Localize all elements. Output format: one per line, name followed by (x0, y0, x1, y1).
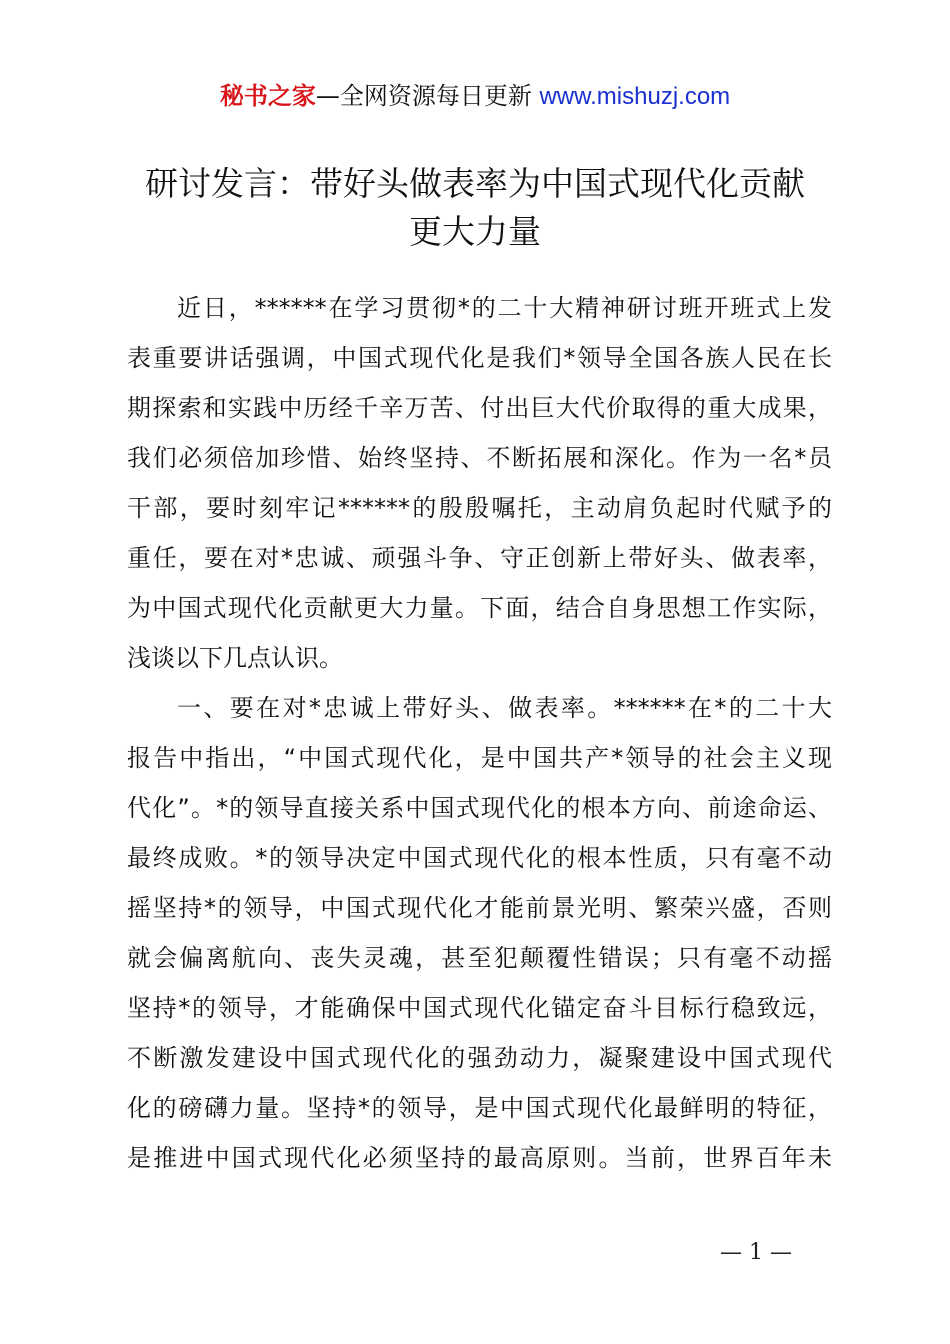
title-line-2: 更大力量 (409, 212, 541, 251)
text-line: 化的磅礴力量。坚持*的领导，是中国式现代化最鲜明的特征， (127, 1094, 832, 1122)
text-line: 报告中指出，“中国式现代化，是中国共产*领导的社会主义现 (127, 744, 832, 772)
text-line: 摇坚持*的领导，中国式现代化才能前景光明、繁荣兴盛，否则 (127, 894, 832, 922)
text-line: 最终成败。*的领导决定中国式现代化的根本性质，只有毫不动 (127, 844, 832, 872)
text-line: 为中国式现代化贡献更大力量。下面，结合自身思想工作实际， (127, 594, 832, 622)
text-line: 期探索和实践中历经千辛万苦、付出巨大代价取得的重大成果， (127, 394, 832, 422)
site-banner (0, 80, 950, 113)
document-body (127, 283, 832, 1183)
brand-name: 秘书之家 (219, 82, 316, 110)
text-line: 浅谈以下几点认识。 (127, 644, 343, 672)
text-line: 干部，要时刻牢记******的殷殷嘱托，主动肩负起时代赋予的 (127, 494, 832, 522)
text-line: 近日，******在学习贯彻*的二十大精神研讨班开班式上发 (177, 294, 832, 322)
site-url-link[interactable]: www.mishuzj.com (539, 83, 731, 110)
text-line: 是推进中国式现代化必须坚持的最高原则。当前，世界百年未 (127, 1144, 832, 1172)
text-line: 坚持*的领导，才能确保中国式现代化锚定奋斗目标行稳致远， (127, 994, 832, 1022)
paragraph-section-1 (127, 683, 832, 1183)
text-line: 不断激发建设中国式现代化的强劲动力，凝聚建设中国式现代 (127, 1044, 832, 1072)
text-line: 表重要讲话强调，中国式现代化是我们*领导全国各族人民在长 (127, 344, 832, 372)
banner-tagline: —全网资源每日更新 (315, 82, 540, 110)
paragraph-intro (127, 283, 832, 683)
text-line: 我们必须倍加珍惜、始终坚持、不断拓展和深化。作为一名*员 (127, 444, 832, 472)
page-number: — 1 — (720, 1240, 792, 1265)
text-line: 就会偏离航向、丧失灵魂，甚至犯颠覆性错误；只有毫不动摇 (127, 944, 832, 972)
title-line-1: 研讨发言：带好头做表率为中国式现代化贡献 (145, 164, 805, 203)
text-line: 代化”。*的领导直接关系中国式现代化的根本方向、前途命运、 (127, 794, 832, 822)
text-line: 一、要在对*忠诚上带好头、做表率。******在*的二十大 (177, 694, 832, 722)
document-title (100, 160, 850, 256)
text-line: 重任，要在对*忠诚、顽强斗争、守正创新上带好头、做表率， (127, 544, 832, 572)
